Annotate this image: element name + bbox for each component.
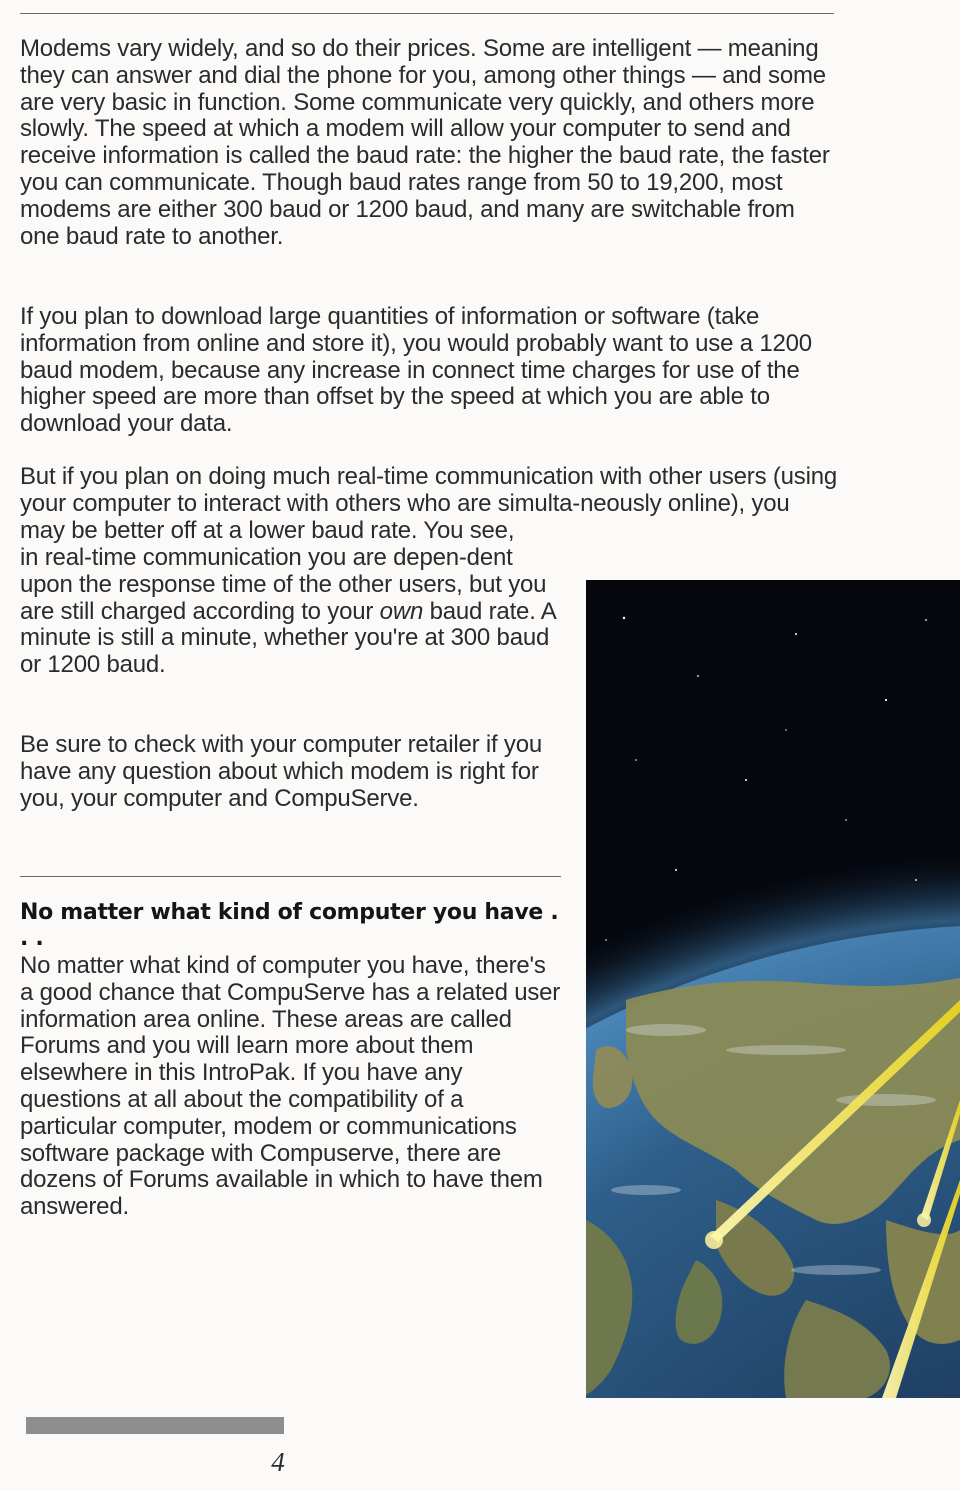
page-number: 4 bbox=[271, 1447, 285, 1477]
realtime-text-after: baud rate. A minute is still a minute, whether you're at 300 baud or 1200 baud. bbox=[20, 597, 556, 679]
realtime-text-before: in real-time communication you are depen-dent upon the response time of the other users, but you are still charged according to your bbox=[20, 544, 547, 625]
earth-satellite-beams-graphic bbox=[586, 580, 960, 1398]
paragraph-download: If you plan to download large quantities of information or software (take information from online and store it), you would probably want to use a 1200 baud modem, because any increase in connect time charges for use of the higher speed are more than offset by the speed at which you are able to download your data. bbox=[20, 303, 812, 438]
section-heading: No matter what kind of computer you have . . . bbox=[20, 900, 559, 951]
earth-illustration bbox=[586, 580, 960, 1398]
paragraph-realtime-body bbox=[20, 545, 565, 679]
footer-bar bbox=[26, 1417, 284, 1434]
emphasis-own: own bbox=[379, 597, 424, 625]
top-rule bbox=[20, 13, 834, 14]
paragraph-modems: Modems vary widely, and so do their prices. Some are intelligent — meaning they can answer and dial the phone for you, among other things — and some are very basic in function. Some communicate very quickly, and others more slowly. The speed at which a modem will allow your computer to send and receive information is called the baud rate: the higher the baud rate, the faster you can communicate. Though baud rates range from 50 to 19,200, most modems are either 300 baud or 1200 baud, and many are switchable from one baud rate to another. bbox=[20, 35, 830, 250]
paragraph-realtime-intro: But if you plan on doing much real-time communication with other users (using your computer to interact with others who are simulta-neously online), you may be better off at a lower baud rate. You see, bbox=[20, 463, 838, 544]
section-rule bbox=[20, 876, 561, 877]
paragraph-retailer: Be sure to check with your computer retailer if you have any question about which modem is right for you, your computer and CompuServe. bbox=[20, 731, 543, 812]
paragraph-forums: No matter what kind of computer you have, there's a good chance that CompuServe has a related user information area online. These areas are called Forums and you will learn more about them elsewhere in this IntroPak. If you have any questions at all about the compatibility of a particular computer, modem or communications software package with Compuserve, there are dozens of Forums available in which to have them answered. bbox=[20, 952, 561, 1221]
